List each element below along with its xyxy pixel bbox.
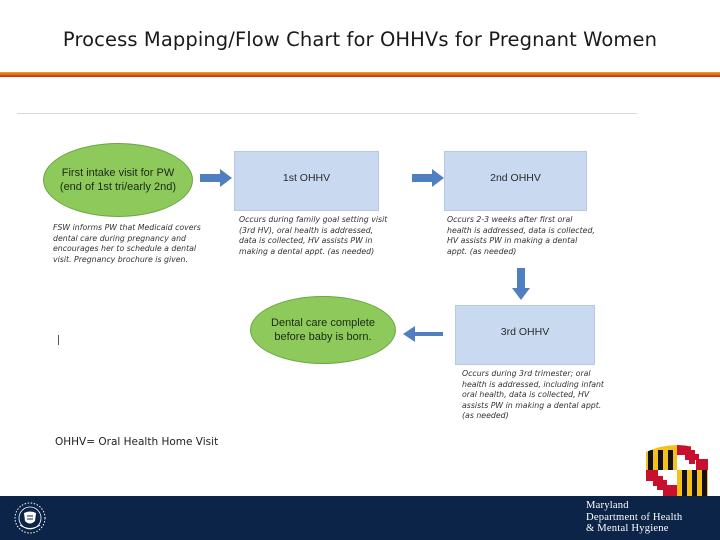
first-ohhv-note: Occurs during family goal setting visit (3rd HV), oral health is addressed, data is collected, HV assists PW in making a dental appt. (as needed)	[239, 215, 388, 256]
diagram-border	[17, 113, 637, 114]
maryland-flag-logo	[644, 444, 710, 496]
department-line3: & Mental Hygiene	[586, 523, 669, 535]
complete-label-line2: before baby is born.	[274, 331, 372, 343]
third-ohhv-note: Occurs during 3rd trimester; oral health is addressed, including infant oral health, data is collected, HV assists PW in making a dental appt. (as needed)	[462, 369, 604, 421]
arrow-right-icon	[412, 169, 444, 187]
department-name	[586, 500, 718, 535]
intake-note: FSW informs PW that Medicaid covers dental care during pregnancy and encourages her to schedule a dental visit. Pregnancy brochure is given.	[53, 223, 201, 264]
arrow-left-icon	[403, 326, 443, 342]
intake-label-line2: (end of 1st tri/early 2nd)	[59, 181, 177, 193]
first-ohhv-node	[234, 151, 379, 211]
footer-bar	[0, 496, 720, 540]
arrow-down-icon	[512, 268, 530, 300]
flow-chart	[17, 113, 637, 458]
third-ohhv-label: 3rd OHHV	[500, 326, 550, 338]
second-ohhv-node	[444, 151, 587, 211]
title-rule	[0, 72, 720, 77]
second-ohhv-label: 2nd OHHV	[490, 172, 541, 184]
second-ohhv-note: Occurs 2-3 weeks after first oral health is addressed, data is collected, HV assists PW in making a dental appt. (as needed)	[447, 215, 595, 256]
department-line1: Maryland	[586, 500, 629, 511]
first-ohhv-label: 1st OHHV	[282, 172, 331, 184]
legend-text: OHHV= Oral Health Home Visit	[55, 436, 219, 448]
third-ohhv-node	[455, 305, 595, 365]
state-seal-icon	[12, 501, 48, 535]
department-line2: Department of Health	[586, 511, 683, 523]
intake-visit-node	[43, 143, 193, 217]
text-cursor	[58, 335, 59, 345]
arrow-right-icon	[200, 169, 232, 187]
dental-care-complete-node	[250, 296, 396, 364]
intake-label-line1: First intake visit for PW	[61, 167, 175, 179]
slide-title: Process Mapping/Flow Chart for OHHVs for Pregnant Women	[62, 28, 658, 51]
complete-label-line1: Dental care complete	[271, 317, 375, 329]
